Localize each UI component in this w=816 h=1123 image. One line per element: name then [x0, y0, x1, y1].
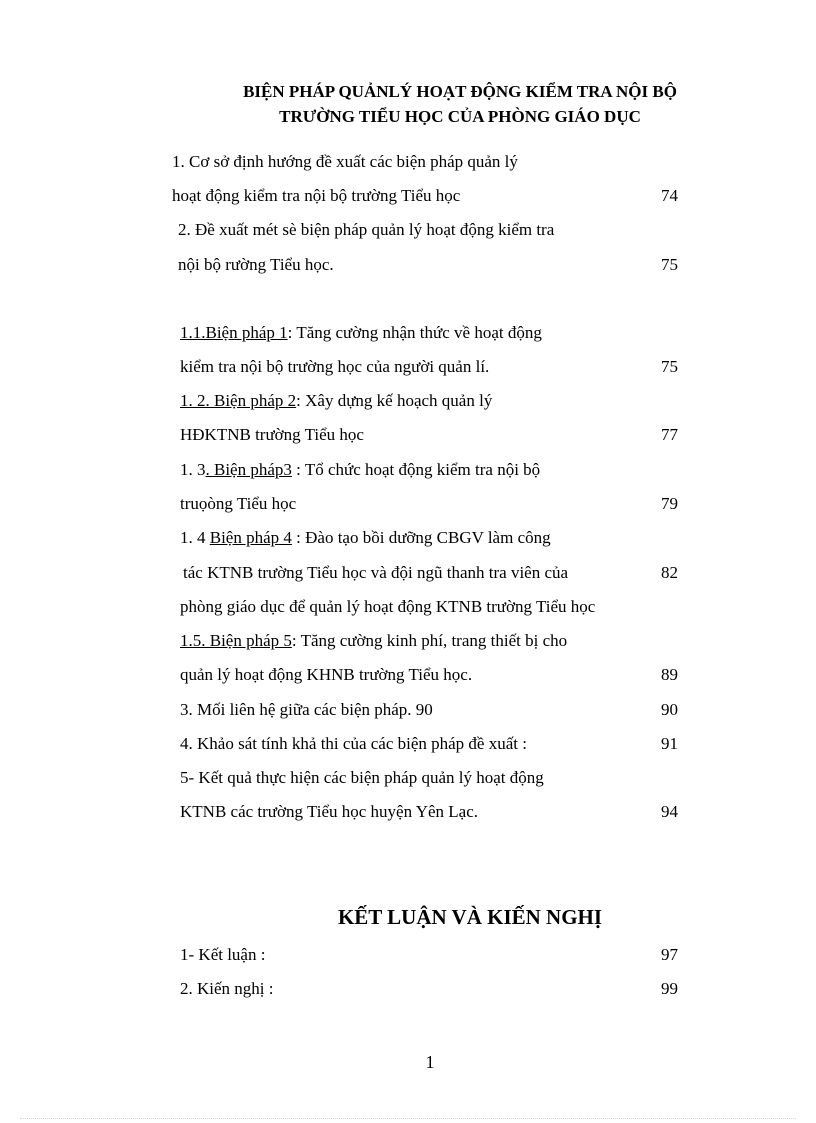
- toc-entry-5-page: 94: [661, 802, 678, 821]
- toc-measure-4-line-1: [180, 528, 551, 548]
- toc-entry-1-page: 74: [661, 186, 678, 205]
- page-number: 1: [425, 1052, 435, 1072]
- measure-1-title: : Tăng cường nhận thức về hoạt động: [287, 323, 542, 342]
- measure-3-title: : Tổ chức hoạt động kiểm tra nội bộ: [291, 460, 541, 479]
- conclusion-entry-2-page: 99: [661, 979, 678, 998]
- toc-measure-4-page: 82: [661, 563, 678, 582]
- toc-entry-3: 3. Mối liên hệ giữa các biện pháp. 90: [180, 700, 433, 719]
- toc-measure-5-page: 89: [661, 665, 678, 684]
- measure-3-label: . Biện pháp3: [205, 460, 292, 479]
- title-line-2: TRƯỜNG TIỂU HỌC CỦA PHÒNG GIÁO DỤC: [279, 107, 641, 126]
- toc-measure-1-line-2: kiểm tra nội bộ trường học của người quản lí.: [180, 357, 490, 376]
- conclusion-entry-1-page: 97: [661, 945, 678, 964]
- toc-measure-3-line-1: [180, 460, 540, 480]
- toc-measure-1-page: 75: [661, 357, 678, 376]
- toc-measure-4-line-3: phòng giáo dục để quản lý hoạt động KTNB trường Tiểu học: [180, 597, 596, 616]
- toc-entry-2-line-2: nội bộ rường Tiểu học.: [178, 255, 334, 274]
- toc-entry-4-page: 91: [661, 734, 678, 753]
- conclusion-entry-1: 1- Kết luận :: [180, 945, 266, 964]
- toc-measure-5-line-1: [180, 631, 567, 651]
- toc-entry-1-line-1: 1. Cơ sở định hướng đề xuất các biện pháp quản lý: [172, 152, 518, 171]
- toc-measure-3-line-2: truọòng Tiểu học: [180, 494, 297, 513]
- measure-5-label: 1.5. Biện pháp 5: [180, 631, 292, 650]
- toc-entry-5-line-1: 5- Kết quả thực hiện các biện pháp quản lý hoạt động: [180, 768, 544, 787]
- toc-entry-3-page: 90: [661, 700, 678, 719]
- toc-entry-2-page: 75: [661, 255, 678, 274]
- conclusion-entry-2: 2. Kiến nghị :: [180, 979, 274, 998]
- toc-entry-2-line-1: 2. Đề xuất mét sè biện pháp quản lý hoạt động kiểm tra: [178, 220, 555, 239]
- page-bottom-divider: [20, 1118, 796, 1119]
- toc-measure-1-line-1: [180, 323, 542, 343]
- conclusion-heading: KẾT LUẬN VÀ KIẾN NGHỊ: [337, 905, 603, 929]
- toc-measure-3-page: 79: [661, 494, 678, 513]
- measure-2-label: 1. 2. Biện pháp 2: [180, 391, 297, 410]
- toc-entry-1-line-2: hoạt động kiểm tra nội bộ trường Tiểu học: [172, 186, 461, 205]
- toc-measure-4-line-2: tác KTNB trường Tiểu học và đội ngũ thanh tra viên của: [183, 563, 569, 582]
- toc-measure-2-line-1: [180, 391, 492, 411]
- measure-4-prefix: 1. 4: [180, 528, 210, 547]
- toc-entry-4: 4. Khảo sát tính khả thi của các biện pháp đề xuất :: [180, 734, 527, 753]
- toc-measure-5-line-2: quản lý hoạt động KHNB trường Tiểu học.: [180, 665, 473, 684]
- title-line-1: BIỆN PHÁP QUẢNLÝ HOẠT ĐỘNG KIỂM TRA NỘI BỘ: [243, 82, 677, 101]
- measure-1-label: 1.1.Biện pháp 1: [180, 323, 288, 342]
- measure-2-title: : Xây dựng kế hoạch quản lý: [296, 391, 493, 410]
- toc-measure-2-page: 77: [661, 425, 678, 444]
- measure-5-title: : Tăng cường kinh phí, trang thiết bị cho: [291, 631, 568, 650]
- toc-entry-5-line-2: KTNB các trường Tiểu học huyện Yên Lạc.: [180, 802, 479, 821]
- toc-measure-2-line-2: HĐKTNB trường Tiểu học: [180, 425, 364, 444]
- measure-4-label: Biện pháp 4: [209, 528, 292, 547]
- measure-4-title: : Đào tạo bồi dưỡng CBGV làm công: [291, 528, 551, 547]
- measure-3-prefix: 1. 3: [180, 460, 206, 479]
